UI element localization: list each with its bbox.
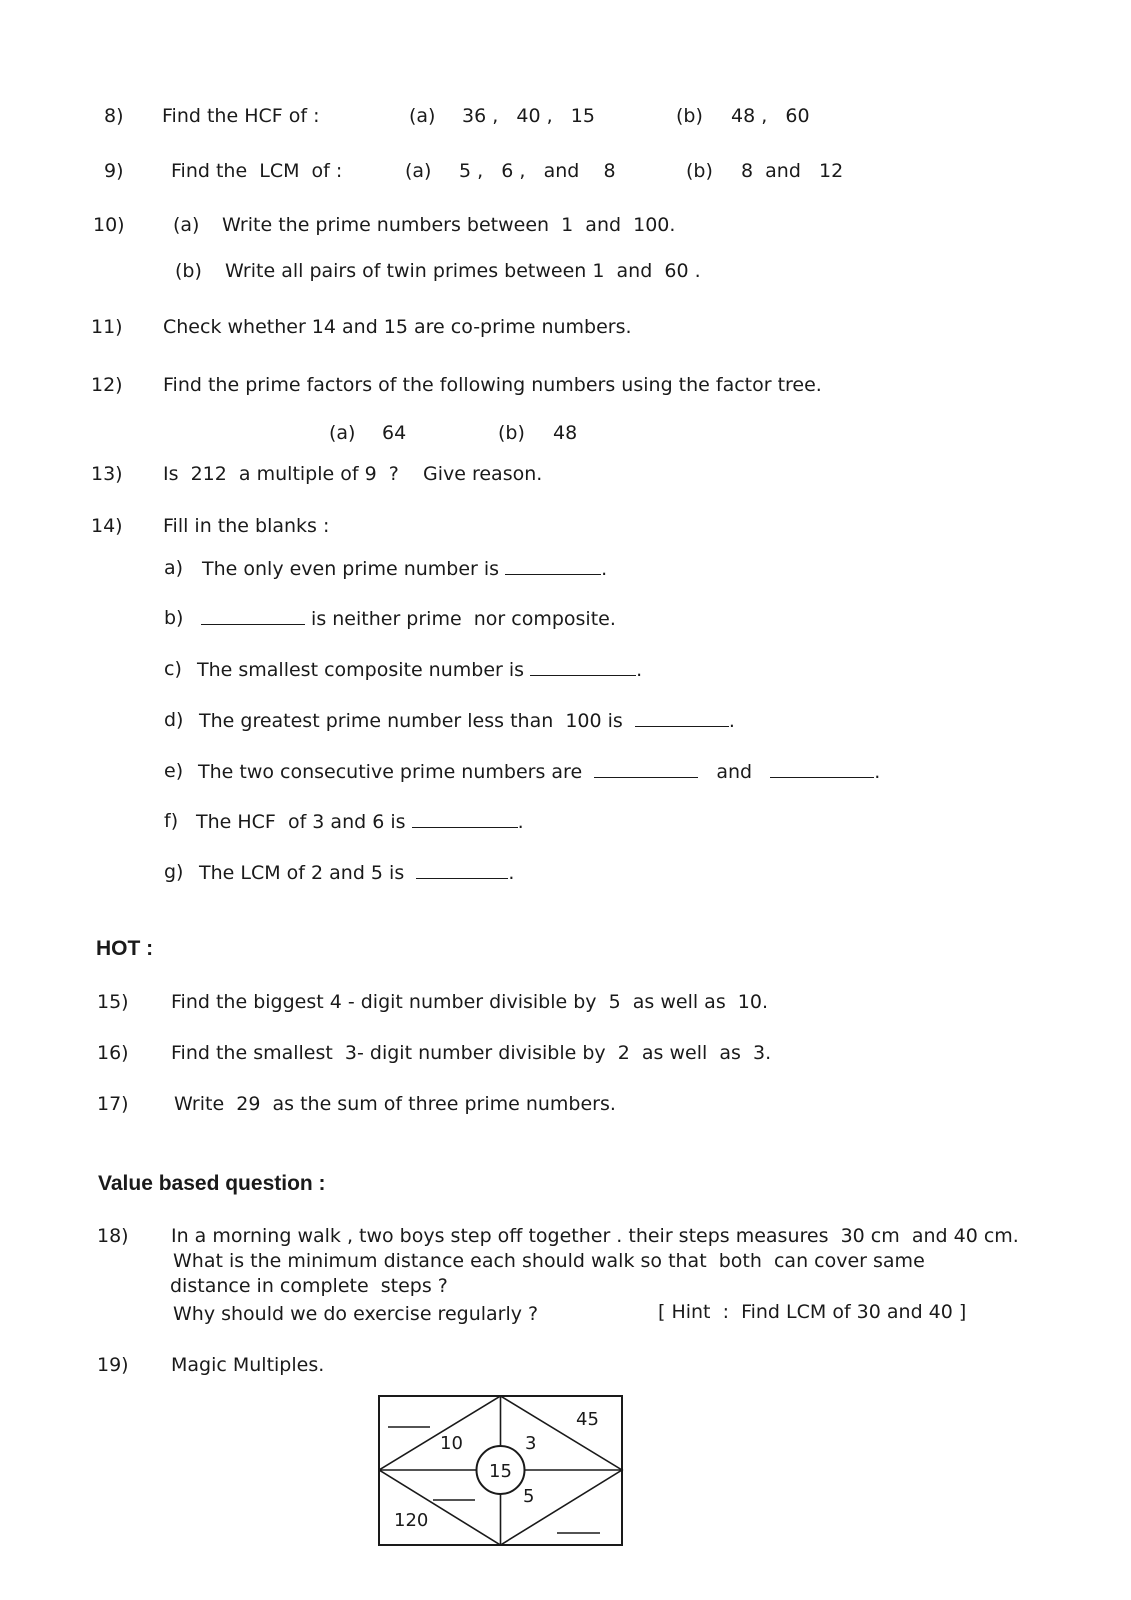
q18-line-2: What is the minimum distance each should walk so that both can cover same: [173, 1250, 925, 1272]
value-based-heading: Value based question :: [98, 1172, 326, 1195]
q12-text: Find the prime factors of the following numbers using the factor tree.: [163, 374, 822, 396]
q14d-text: The greatest prime number less than 100 is: [199, 710, 623, 732]
q14c-text: The smallest composite number is: [197, 659, 525, 681]
q12-a-label: (a): [329, 422, 356, 444]
q9-text: Find the LCM of :: [171, 160, 343, 182]
diagram-bottom-left-value: 120: [394, 1510, 429, 1531]
q14g-end: .: [508, 862, 515, 884]
hot-heading: HOT :: [96, 937, 154, 960]
q12-b-value: 48: [553, 422, 578, 444]
q18-line-4: Why should we do exercise regularly ?: [173, 1303, 539, 1325]
q8-b-label: (b): [676, 105, 703, 127]
q8-b-values: 48 , 60: [731, 105, 810, 127]
q9-a-label: (a): [405, 160, 432, 182]
q15-number: 15): [97, 991, 129, 1013]
q19-text: Magic Multiples.: [171, 1354, 325, 1376]
q10-b-label: (b): [175, 260, 202, 282]
q14g-line: [199, 860, 514, 885]
q14a-label: a): [164, 557, 184, 579]
q14f-label: f): [164, 810, 179, 832]
q14f-blank[interactable]: [412, 809, 518, 828]
q19-number: 19): [97, 1354, 129, 1376]
q13-number: 13): [91, 463, 123, 485]
q18-number: 18): [97, 1225, 129, 1247]
q12-a-value: 64: [382, 422, 407, 444]
q14a-text: The only even prime number is: [202, 558, 500, 580]
q14d-end: .: [728, 710, 735, 732]
q14e-end: .: [874, 761, 881, 783]
q14f-end: .: [517, 811, 524, 833]
q14d-label: d): [164, 709, 184, 731]
q9-a-values: 5 , 6 , and 8: [459, 160, 616, 182]
q14e-and: and: [716, 761, 753, 783]
q10-b-text: Write all pairs of twin primes between 1 and 60 .: [225, 260, 701, 282]
q14d-line: [199, 708, 735, 733]
q14a-blank[interactable]: [505, 556, 601, 575]
q14e-blank-1[interactable]: [594, 759, 698, 778]
q14e-line: [198, 759, 880, 784]
q14b-blank[interactable]: [201, 606, 305, 625]
q14f-text: The HCF of 3 and 6 is: [196, 811, 406, 833]
q16-text: Find the smallest 3- digit number divisible by 2 as well as 3.: [171, 1042, 772, 1064]
q10-number: 10): [93, 214, 125, 236]
q11-text: Check whether 14 and 15 are co-prime numbers.: [163, 316, 632, 338]
q14f-line: [196, 809, 524, 834]
q14a-end: .: [601, 558, 608, 580]
diagram-center-value: 15: [489, 1461, 512, 1482]
q18-hint: [ Hint : Find LCM of 30 and 40 ]: [658, 1301, 967, 1323]
q9-number: 9): [104, 160, 124, 182]
q14c-end: .: [636, 659, 643, 681]
q10-a-label: (a): [173, 214, 200, 236]
q14e-text: The two consecutive prime numbers are: [198, 761, 583, 783]
q14g-blank[interactable]: [416, 860, 508, 879]
q14b-line: [201, 606, 616, 631]
diagram-lower-right-inner-value: 5: [523, 1486, 535, 1507]
q15-text: Find the biggest 4 - digit number divisible by 5 as well as 10.: [171, 991, 769, 1013]
q10-a-text: Write the prime numbers between 1 and 100.: [222, 214, 676, 236]
q9-b-label: (b): [686, 160, 713, 182]
magic-multiples-diagram: [378, 1395, 624, 1547]
q18-line-3: distance in complete steps ?: [170, 1275, 448, 1297]
q14b-label: b): [164, 607, 184, 629]
q9-b-values: 8 and 12: [741, 160, 844, 182]
q12-number: 12): [91, 374, 123, 396]
diagram-top-right-value: 45: [576, 1409, 599, 1430]
q14c-blank[interactable]: [530, 657, 636, 676]
q14e-blank-2[interactable]: [770, 759, 874, 778]
q8-a-label: (a): [409, 105, 436, 127]
q14b-text: is neither prime nor composite.: [311, 608, 616, 630]
q16-number: 16): [97, 1042, 129, 1064]
q14-text: Fill in the blanks :: [163, 515, 330, 537]
diagram-upper-right-inner-value: 3: [525, 1433, 537, 1454]
q14c-label: c): [164, 658, 182, 680]
q14a-line: [202, 556, 607, 581]
q14e-label: e): [164, 760, 184, 782]
q18-line-1: In a morning walk , two boys step off together . their steps measures 30 cm and 40 cm.: [171, 1225, 1019, 1247]
q14c-line: [197, 657, 642, 682]
q11-number: 11): [91, 316, 123, 338]
q14d-blank[interactable]: [635, 708, 729, 727]
q12-b-label: (b): [498, 422, 525, 444]
q14g-text: The LCM of 2 and 5 is: [199, 862, 405, 884]
q17-text: Write 29 as the sum of three prime numbers.: [174, 1093, 616, 1115]
q8-number: 8): [104, 105, 124, 127]
q14-number: 14): [91, 515, 123, 537]
q8-a-values: 36 , 40 , 15: [462, 105, 595, 127]
q13-text: Is 212 a multiple of 9 ? Give reason.: [163, 463, 543, 485]
diagram-upper-left-inner-value: 10: [440, 1433, 463, 1454]
q17-number: 17): [97, 1093, 129, 1115]
q14g-label: g): [164, 861, 184, 883]
q8-text: Find the HCF of :: [162, 105, 320, 127]
